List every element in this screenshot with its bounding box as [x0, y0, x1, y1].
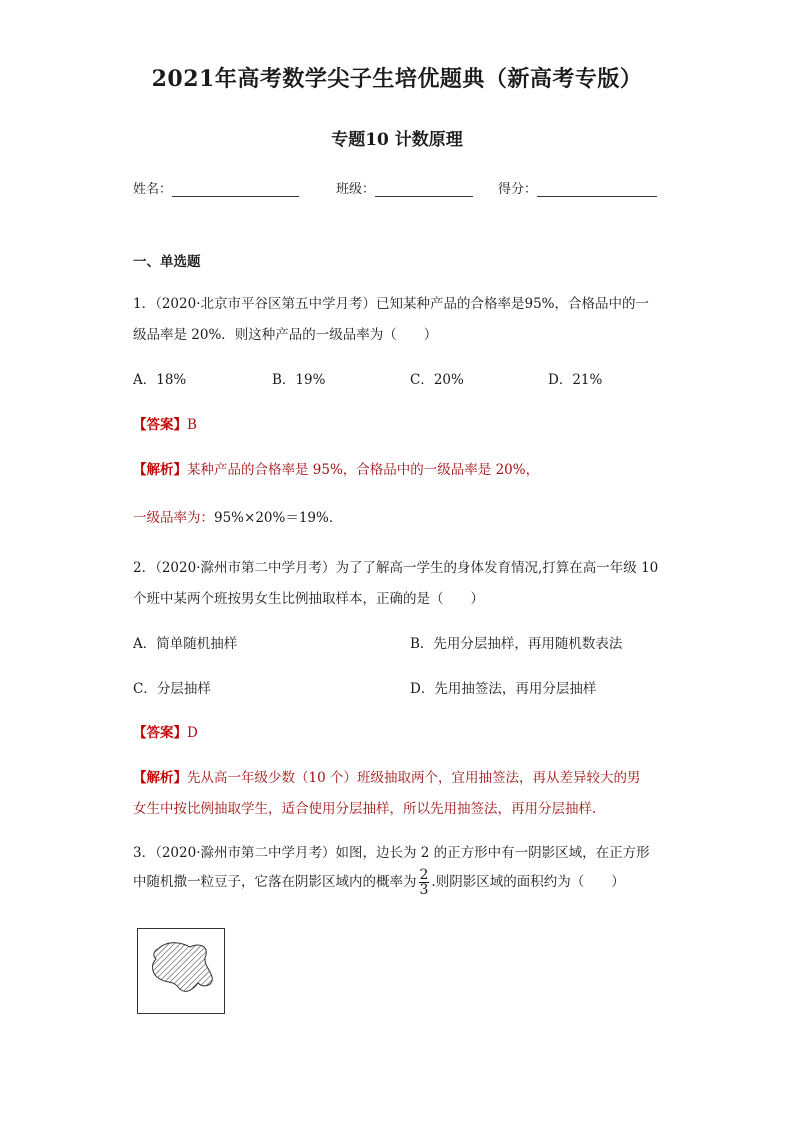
q1-analysis-line1: [133, 458, 539, 478]
q1-line2: 级品率是 20%．则这种产品的一级品率为（ ）: [133, 327, 438, 343]
shaded-region-diagram: [138, 929, 224, 1013]
class-field: [336, 178, 473, 197]
shaded-region: [153, 943, 213, 992]
q2-line2: 个班中某两个班按男女生比例抽取样本，正确的是（ ）: [133, 591, 484, 607]
q3-line2-suffix: .则阴影区域的面积约为（ ）: [431, 874, 625, 890]
q2-option-a: A．简单随机抽样: [133, 636, 238, 652]
q1-option-a: A．18%: [133, 372, 187, 388]
fraction-numerator: 2: [419, 867, 429, 883]
q2-option-b: B．先用分层抽样，再用随机数表法: [410, 636, 623, 652]
class-label: 班级：: [336, 182, 376, 197]
q1-option-b: B．19%: [272, 372, 326, 388]
document-subtitle: 专题10 计数原理: [331, 130, 463, 150]
name-blank: [172, 182, 299, 197]
q3-line2-prefix: 中随机撒一粒豆子，它落在阴影区域内的概率为: [133, 874, 417, 890]
score-blank: [537, 182, 657, 197]
name-label: 姓名：: [133, 182, 173, 197]
q2-analysis-line2: 女生中按比例抽取学生，适合使用分层抽样，所以先用抽签法，再用分层抽样.: [133, 801, 597, 817]
score-field: [498, 178, 657, 197]
q2-option-d: D．先用抽签法，再用分层抽样: [410, 681, 597, 697]
answer-tag: 【答案】: [133, 417, 187, 433]
q1-analysis-line2: [133, 506, 342, 526]
section-title: 一、单选题: [133, 254, 201, 270]
q1-answer: [133, 413, 197, 433]
q3-line2: [133, 868, 625, 897]
q1-line1: 1．（2020·北京市平谷区第五中学月考）已知某种产品的合格率是95%，合格品中的一: [133, 296, 649, 312]
q1-option-d: D．21%: [548, 372, 603, 388]
score-label: 得分：: [498, 182, 538, 197]
answer-value: B: [187, 417, 197, 433]
analysis-tag: 【解析】: [133, 770, 187, 786]
document-title: 2021年高考数学尖子生培优题典（新高考专版）: [151, 66, 643, 92]
analysis-text: 先从高一年级少数（10 个）班级抽取两个，宜用抽签法，再从差异较大的男: [187, 770, 641, 786]
analysis-text: 某种产品的合格率是 95%，合格品中的一级品率是 20%，: [187, 462, 540, 478]
q2-answer: [133, 721, 198, 741]
analysis-prefix: 一级品率为：: [133, 510, 214, 526]
answer-tag: 【答案】: [133, 725, 187, 741]
q1-option-c: C．20%: [410, 372, 464, 388]
fraction-denominator: 3: [419, 882, 429, 898]
name-field: [133, 178, 299, 197]
analysis-formula: 95%×20%＝19%．: [214, 510, 343, 526]
analysis-tag: 【解析】: [133, 462, 187, 478]
probability-fraction: [419, 868, 430, 897]
square-with-shaded-region-figure: [137, 928, 225, 1014]
class-blank: [375, 182, 473, 197]
q2-line1: 2．（2020·滁州市第二中学月考）为了了解高一学生的身体发育情况,打算在高一年级 10: [133, 560, 659, 576]
q2-analysis-line1: [133, 766, 640, 786]
answer-value: D: [187, 725, 198, 741]
q3-line1: 3．（2020·滁州市第二中学月考）如图，边长为 2 的正方形中有一阴影区域，在正方形: [133, 845, 650, 861]
q2-option-c: C．分层抽样: [133, 681, 211, 697]
